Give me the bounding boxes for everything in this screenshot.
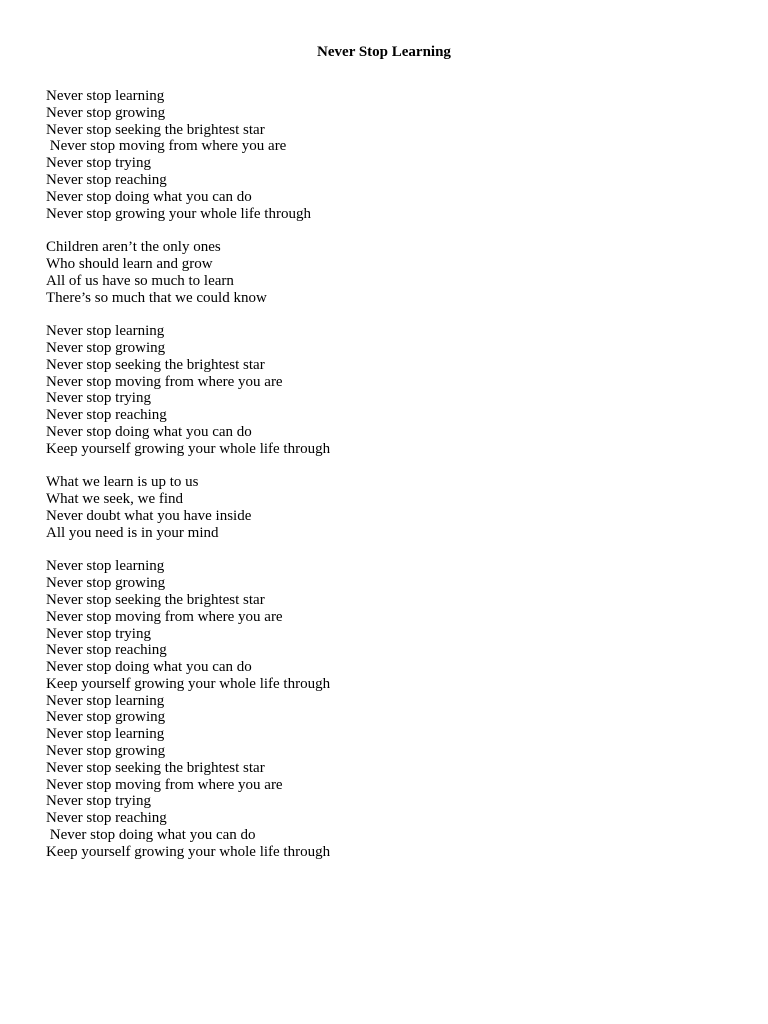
poem-line: Never stop seeking the brightest star (46, 356, 265, 373)
stanza (46, 239, 726, 306)
poem-line: Never stop learning (46, 88, 165, 104)
poem-line: Who should learn and grow (46, 255, 213, 272)
poem-line: Keep yourself growing your whole life through (46, 675, 331, 692)
poem-line: Children aren’t the only ones (46, 239, 221, 256)
poem-line: Never stop reaching (46, 407, 167, 424)
poem-line: All of us have so much to learn (46, 272, 234, 289)
poem-line: There’s so much that we could know (46, 289, 267, 306)
poem-line: Never stop reaching (46, 642, 167, 659)
stanza (46, 474, 726, 541)
poem-line: Never stop moving from where you are (46, 776, 283, 793)
poem-line: Never stop reaching (46, 171, 167, 188)
poem-line: Never stop reaching (46, 810, 167, 827)
poem-line: Never stop seeking the brightest star (46, 121, 265, 138)
poem-line: Never stop doing what you can do (46, 827, 256, 844)
poem-line: Never stop learning (46, 323, 165, 340)
poem-line: Never stop growing (46, 709, 166, 726)
poem-line: Never stop growing (46, 104, 166, 121)
poem-line: Never stop learning (46, 726, 165, 743)
poem-line: All you need is in your mind (46, 524, 219, 541)
poem-line: What we seek, we find (46, 491, 184, 508)
poem-line: Never stop growing your whole life through (46, 205, 311, 222)
poem-body (46, 88, 726, 877)
poem-line: Never stop moving from where you are (46, 373, 283, 390)
poem-line: Never stop trying (46, 625, 151, 642)
poem-line: Keep yourself growing your whole life through (46, 843, 331, 860)
poem-line: Never stop growing (46, 575, 166, 592)
poem-line: Never stop doing what you can do (46, 188, 252, 205)
poem-line: Never stop seeking the brightest star (46, 759, 265, 776)
poem-line: Never stop growing (46, 743, 166, 760)
document-title: Never Stop Learning (317, 44, 451, 60)
poem-line: Never stop doing what you can do (46, 423, 252, 440)
poem-line: Never stop learning (46, 558, 165, 575)
poem-line: Never stop growing (46, 339, 166, 356)
poem-line: Never stop trying (46, 155, 151, 172)
poem-line: Keep yourself growing your whole life through (46, 440, 331, 457)
poem-line: Never stop moving from where you are (46, 608, 283, 625)
poem-line: Never stop trying (46, 390, 151, 407)
poem-line: Never stop seeking the brightest star (46, 591, 265, 608)
stanza (46, 323, 726, 457)
poem-line: Never stop learning (46, 692, 165, 709)
poem-line: Never stop moving from where you are (46, 138, 287, 155)
poem-line: Never doubt what you have inside (46, 507, 252, 524)
poem-line: What we learn is up to us (46, 474, 199, 491)
poem-line: Never stop trying (46, 793, 151, 810)
stanza (46, 558, 726, 860)
stanza (46, 88, 726, 222)
poem-line: Never stop doing what you can do (46, 659, 252, 676)
